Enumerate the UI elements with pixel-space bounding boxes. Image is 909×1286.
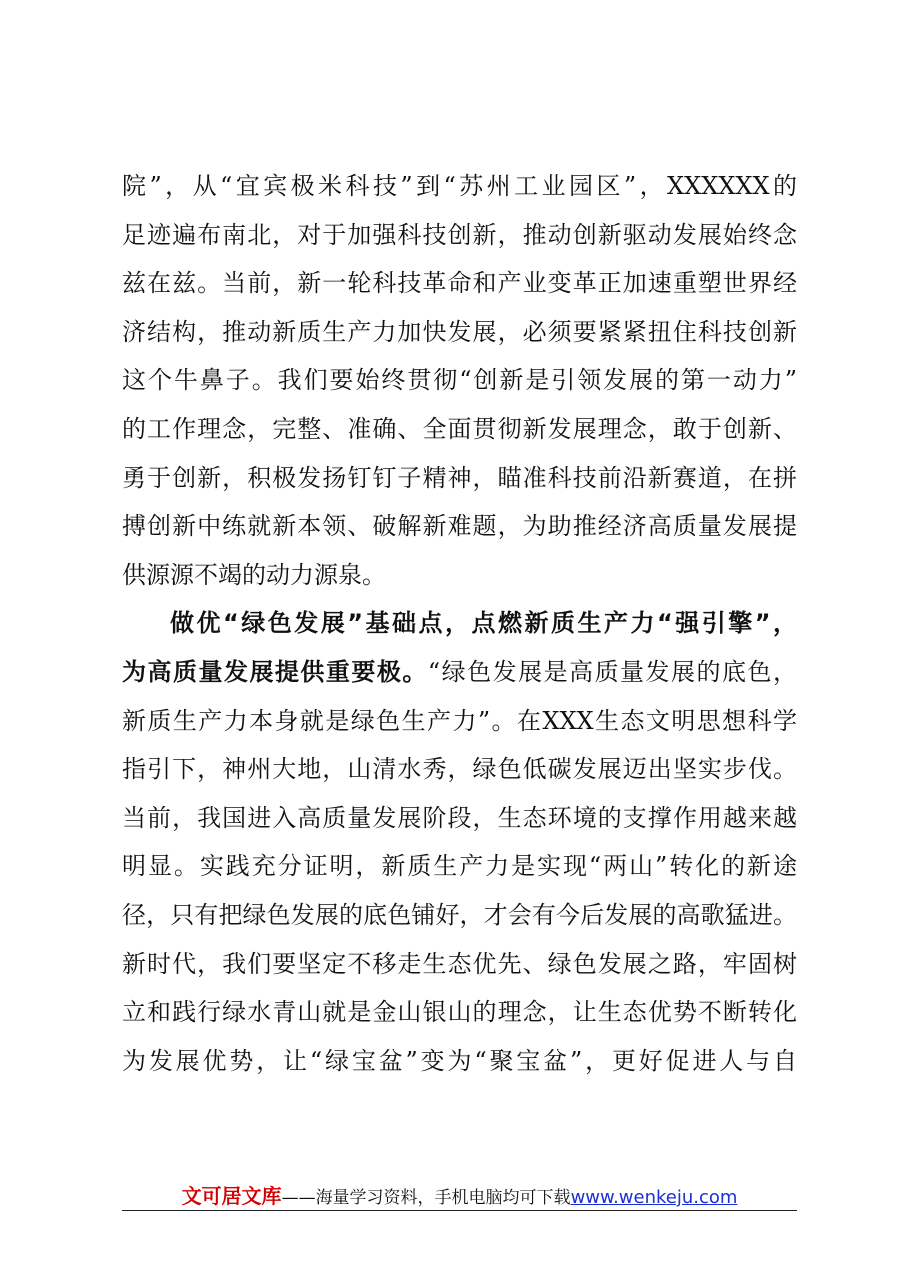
page-footer xyxy=(122,1180,797,1212)
footer-link[interactable]: www.wenkeju.com xyxy=(570,1187,738,1208)
text-line: 当前，我国进入高质量发展阶段，生态环境的支撑作用越来越 xyxy=(122,803,797,832)
body-text xyxy=(122,162,797,1085)
text-line: 为发展优势，让“绿宝盆”变为“聚宝盆”，更好促进人与自 xyxy=(122,1046,797,1075)
text-line: 足迹遍布南北，对于加强科技创新，推动创新驱动发展始终念 xyxy=(122,220,797,249)
footer-brand: 文可居文库 xyxy=(181,1184,282,1208)
section-heading: 做优“绿色发展”基础点，点燃新质生产力“强引擎”， xyxy=(170,609,797,638)
text-line: 这个牛鼻子。我们要始终贯彻“创新是引领发展的第一动力” xyxy=(122,366,797,395)
text-line: 的工作理念，完整、准确、全面贯彻新发展理念，敢于创新、 xyxy=(122,414,797,443)
footer-slogan: ——海量学习资料，手机电脑均可下载 xyxy=(281,1188,571,1208)
section-heading-tail: 为高质量发展提供重要极。 xyxy=(122,657,428,686)
text-line: 勇于创新，积极发扬钉钉子精神，瞄准科技前沿新赛道，在拼 xyxy=(122,463,797,492)
text-line: 明显。实践充分证明，新质生产力是实现“两山”转化的新途 xyxy=(122,852,797,881)
text-line: 立和践行绿水青山就是金山银山的理念，让生态优势不断转化 xyxy=(122,998,797,1027)
text-line: 指引下，神州大地，山清水秀，绿色低碳发展迈出坚实步伐。 xyxy=(122,755,797,784)
text-line: 新质生产力本身就是绿色生产力”。在XXX生态文明思想科学 xyxy=(122,706,797,735)
text-line: 径，只有把绿色发展的底色铺好，才会有今后发展的高歌猛进。 xyxy=(122,900,797,929)
text-line: 院”，从“宜宾极米科技”到“苏州工业园区”，XXXXXX的 xyxy=(122,172,797,200)
text-line: 供源源不竭的动力源泉。 xyxy=(122,560,386,589)
footer-divider xyxy=(122,1210,797,1211)
text-line: 兹在兹。当前，新一轮科技革命和产业变革正加速重塑世界经 xyxy=(122,269,797,298)
text-line: 搏创新中练就新本领、破解新难题，为助推经济高质量发展提 xyxy=(122,512,797,541)
section-heading-continued xyxy=(122,648,797,697)
text-segment: “绿色发展是高质量发展的底色， xyxy=(427,657,797,686)
text-line: 济结构，推动新质生产力加快发展，必须要紧紧扭住科技创新 xyxy=(122,317,797,346)
text-line: 新时代，我们要坚定不移走生态优先、绿色发展之路，牢固树 xyxy=(122,949,797,978)
